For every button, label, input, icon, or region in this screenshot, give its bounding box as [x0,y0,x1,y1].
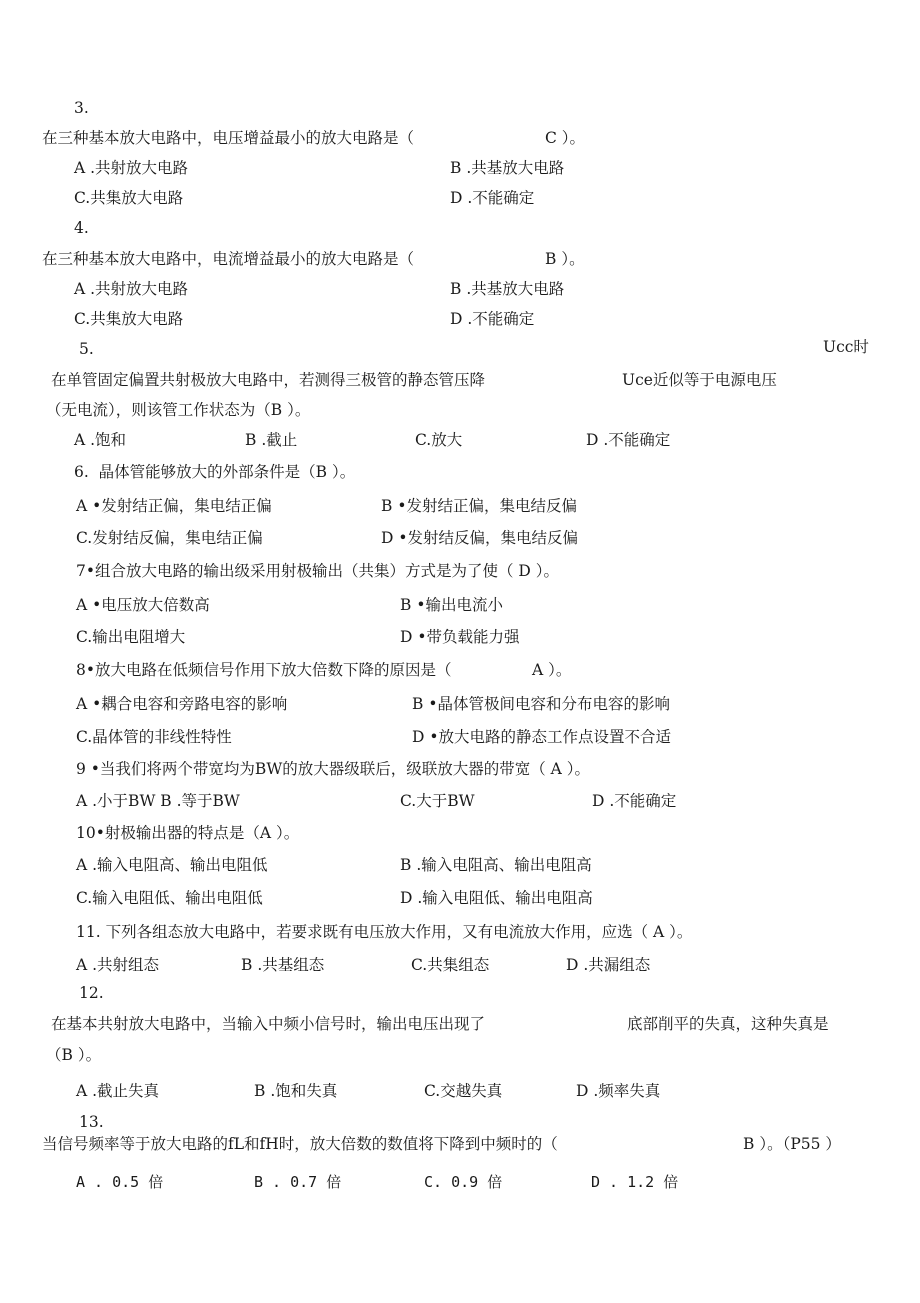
q5-option-a: A .饱和 [74,431,127,449]
q10-option-d: D .输入电阻低、输出电阻高 [400,889,593,907]
q8-option-c: C.晶体管的非线性特性 [76,728,232,746]
q13-option-a: A . 0.5 倍 [76,1173,164,1191]
q5-option-d: D .不能确定 [586,431,671,449]
q5-option-c: C.放大 [415,431,463,449]
q12-option-c: C.交越失真 [424,1082,503,1100]
q7-option-b: B •输出电流小 [400,596,503,614]
q3-number: 3. [74,99,89,117]
q3-answer: C ）。 [545,129,586,147]
q6-stem: 6. 晶体管能够放大的外部条件是（B ）。 [74,463,356,481]
q5-stem-part3: （无电流），则该管工作状态为（B ）。 [46,401,311,419]
q12-stem-part1: 在基本共射放大电路中，当输入中频小信号时，输出电压出现了 [51,1015,486,1033]
q13-number: 13. [79,1113,104,1131]
q8-option-a: A •耦合电容和旁路电容的影响 [76,695,288,713]
q13-option-c: C. 0.9 倍 [424,1173,503,1191]
q13-option-d: D . 1.2 倍 [591,1173,679,1191]
q4-option-b: B .共基放大电路 [450,280,565,298]
q12-stem-part2: 底部削平的失真，这种失真是 [627,1015,829,1033]
q12-option-a: A .截止失真 [76,1082,160,1100]
q12-option-b: B .饱和失真 [254,1082,338,1100]
q9-option-d: D .不能确定 [592,792,677,810]
q5-stem-part2: Uce近似等于电源电压 [622,371,777,389]
q11-option-d: D .共漏组态 [566,956,651,974]
q5-ucc: Ucc时 [823,338,869,356]
q12-number: 12. [79,984,104,1002]
q11-option-c: C.共集组态 [411,956,490,974]
q10-option-b: B .输入电阻高、输出电阻高 [400,856,592,874]
q4-answer: B ）。 [545,250,585,268]
q4-option-d: D .不能确定 [450,310,535,328]
q6-option-a: A •发射结正偏，集电结正偏 [76,497,272,515]
q5-stem-part1: 在单管固定偏置共射极放大电路中，若测得三极管的静态管压降 [51,371,486,389]
q6-option-d: D •发射结反偏，集电结反偏 [381,529,578,547]
q4-stem: 在三种基本放大电路中，电流增益最小的放大电路是（ [42,250,415,268]
q13-stem: 当信号频率等于放大电路的fL和fH时，放大倍数的数值将下降到中频时的（ [42,1135,558,1153]
q8-answer: A ）。 [532,661,572,679]
q3-option-d: D .不能确定 [450,189,535,207]
q9-option-ab: A .小于BW B .等于BW [76,792,240,810]
q4-option-c: C.共集放大电路 [74,310,184,328]
q5-number: 5. [79,340,94,358]
q12-stem-part3: （B ）。 [46,1046,102,1064]
q8-option-b: B •晶体管极间电容和分布电容的影响 [412,695,670,713]
q4-option-a: A .共射放大电路 [74,280,189,298]
q5-option-b: B .截止 [245,431,298,449]
q7-stem: 7•组合放大电路的输出级采用射极输出（共集）方式是为了使（ D ）。 [76,562,560,580]
q9-stem: 9 •当我们将两个带宽均为BW的放大器级联后，级联放大器的带宽（ A ）。 [76,760,591,778]
q7-option-c: C.输出电阻增大 [76,628,186,646]
q11-option-b: B .共基组态 [241,956,325,974]
q4-number: 4. [74,219,89,237]
q7-option-d: D •带负载能力强 [400,628,520,646]
q6-option-b: B •发射结正偏，集电结反偏 [381,497,577,515]
q10-option-c: C.输入电阻低、输出电阻低 [76,889,263,907]
q11-stem: 11. 下列各组态放大电路中，若要求既有电压放大作用，又有电流放大作用，应选（ A ）。 [76,923,693,941]
q10-stem: 10•射极输出器的特点是（A ）。 [76,824,300,842]
q8-option-d: D •放大电路的静态工作点设置不合适 [412,728,671,746]
q3-option-b: B .共基放大电路 [450,159,565,177]
q7-option-a: A •电压放大倍数高 [76,596,210,614]
q12-option-d: D .频率失真 [576,1082,661,1100]
q11-option-a: A .共射组态 [76,956,160,974]
q10-option-a: A .输入电阻高、输出电阻低 [76,856,268,874]
q6-option-c: C.发射结反偏，集电结正偏 [76,529,263,547]
q8-stem: 8•放大电路在低频信号作用下放大倍数下降的原因是（ [76,661,452,679]
q3-option-a: A .共射放大电路 [74,159,189,177]
q13-option-b: B . 0.7 倍 [254,1173,342,1191]
q3-stem: 在三种基本放大电路中，电压增益最小的放大电路是（ [42,129,415,147]
q3-option-c: C.共集放大电路 [74,189,184,207]
q9-option-c: C.大于BW [400,792,475,810]
q13-answer: B ）。（P55 ） [743,1135,841,1153]
